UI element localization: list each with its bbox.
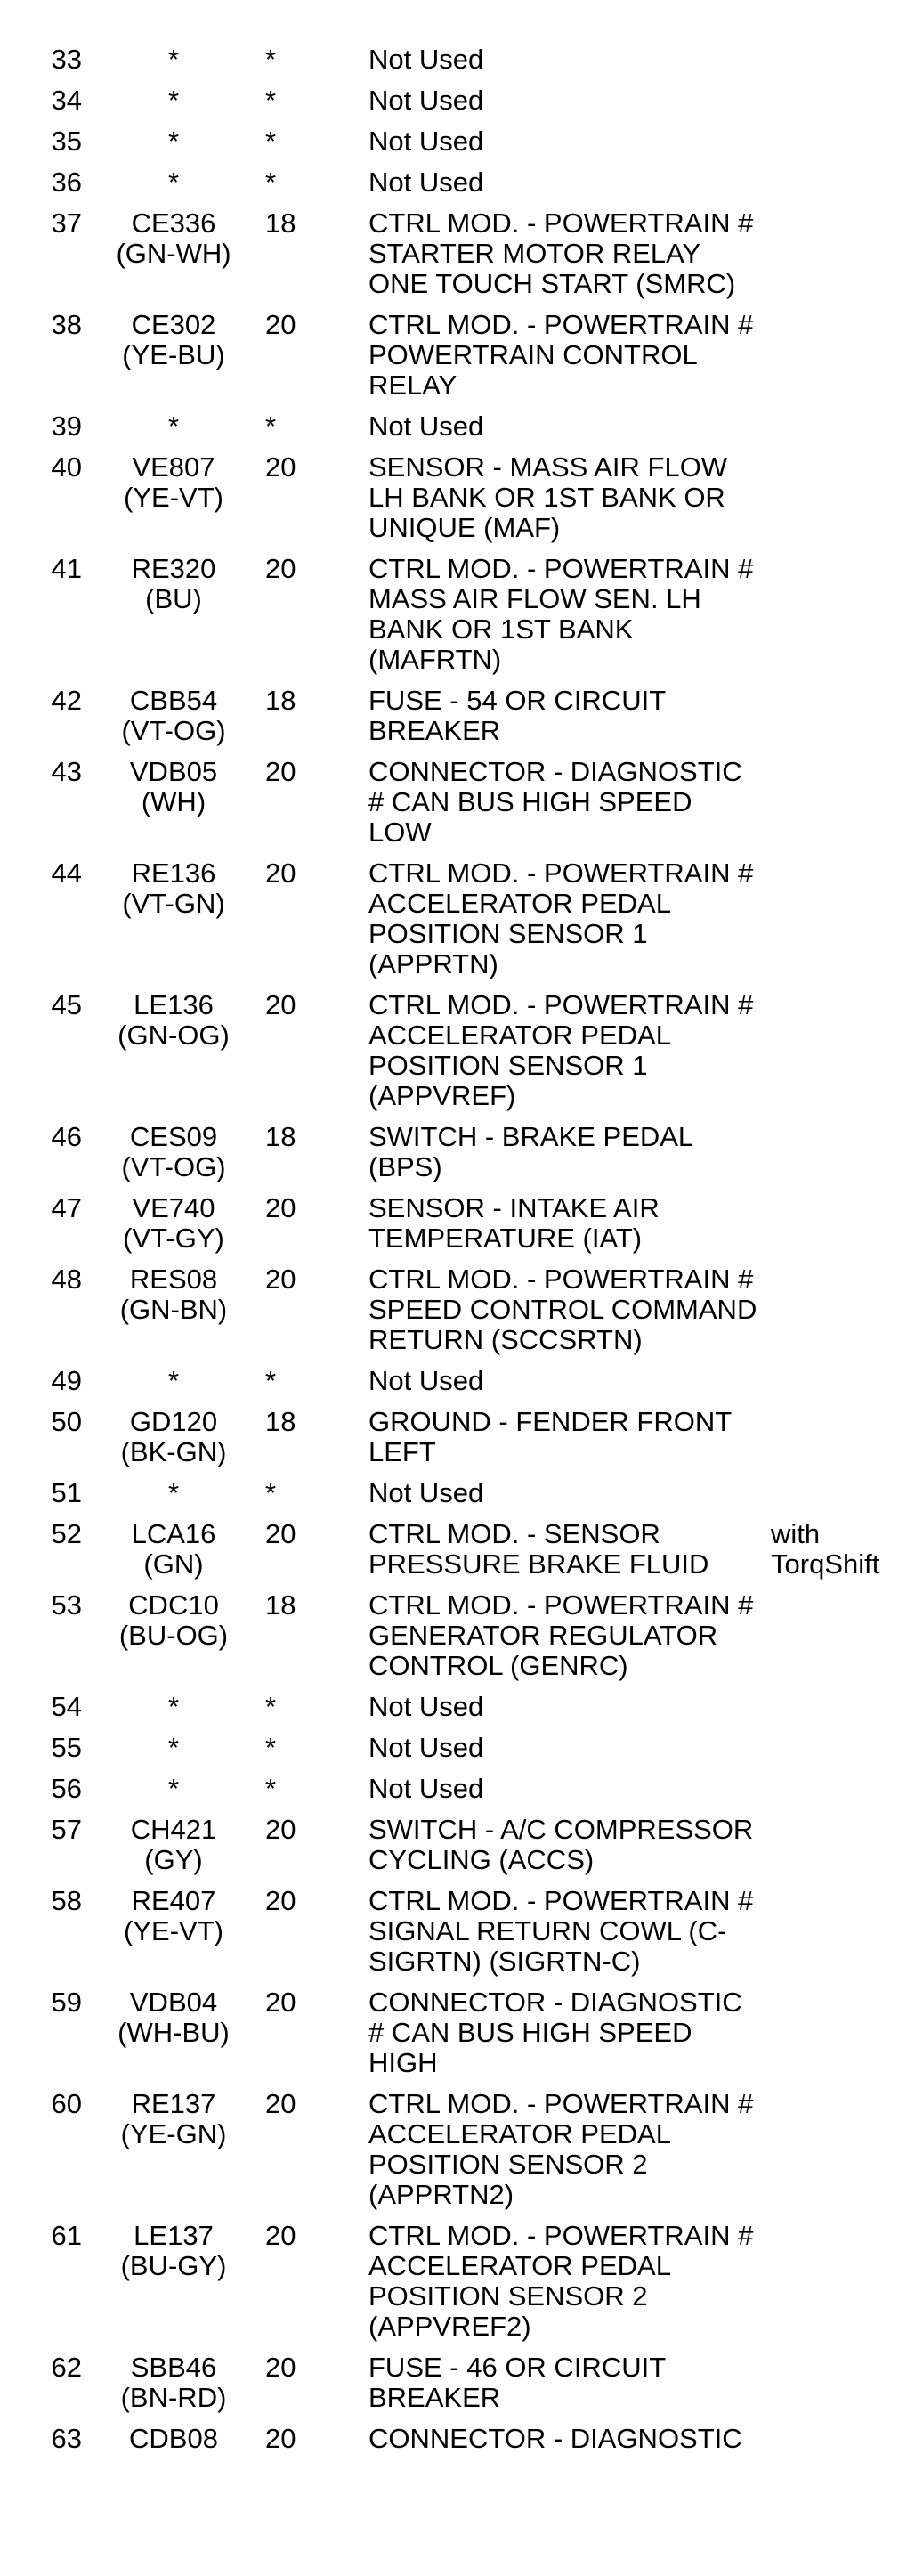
circuit-id: * [167,1732,180,1763]
circuit-description: Not Used [368,1477,484,1508]
circuit-id: VDB05 [129,756,218,787]
wire-gauge: 20 [265,2088,296,2119]
circuit-cell [82,858,265,919]
wire-gauge: * [265,1365,277,1396]
table-row [37,310,892,401]
table-row [37,1987,892,2078]
pin-number: 51 [51,1477,82,1508]
circuit-id: CES09 [129,1121,218,1152]
circuit-description: CTRL MOD. - POWERTRAIN # SIGNAL RETURN COWL (C- SIGRTN) (SIGRTN-C) [368,1885,754,1977]
table-row [37,554,892,675]
wire-color: (YE-BU) [122,339,225,370]
circuit-id: RE407 [131,1885,216,1916]
table-row [37,1692,892,1722]
pin-number: 50 [51,1406,82,1437]
wire-color: (BU) [145,583,202,614]
circuit-description: Not Used [368,1691,484,1722]
circuit-description: CTRL MOD. - POWERTRAIN # STARTER MOTOR RELAY ONE TOUCH START (SMRC) [368,207,754,299]
circuit-description: Not Used [368,410,484,442]
pin-number: 58 [51,1885,82,1916]
wire-color: (GN-BN) [119,1294,228,1325]
pin-number: 46 [51,1121,82,1152]
wire-gauge: * [265,1732,277,1763]
circuit-description: Not Used [368,1773,484,1804]
circuit-note: with TorqShift [771,1518,880,1580]
table-row [37,1590,892,1681]
circuit-cell [82,1264,265,1325]
pin-number: 48 [51,1264,82,1295]
wire-gauge: * [265,126,277,157]
pin-number: 45 [51,989,82,1020]
circuit-id: VE740 [132,1192,215,1223]
circuit-cell [82,1987,265,2048]
pin-table [37,45,892,2465]
circuit-id: CH421 [130,1814,217,1845]
circuit-cell [82,1886,265,1946]
circuit-id: SBB46 [130,2352,217,2383]
wire-color: (YE-VT) [124,1915,223,1946]
table-row [37,686,892,746]
table-row [37,1122,892,1182]
circuit-description: GROUND - FENDER FRONT LEFT [368,1406,733,1467]
wire-color: (GN-WH) [116,238,231,269]
circuit-cell [82,1692,265,1722]
table-row [37,1478,892,1508]
pin-number: 40 [51,451,82,483]
wire-gauge: 18 [265,1589,296,1621]
pin-number: 60 [51,2088,82,2119]
pin-number: 56 [51,1773,82,1804]
circuit-cell [82,1815,265,1875]
wire-color: (BU-OG) [118,1620,229,1651]
table-row [37,2353,892,2413]
wire-color: (VT-GN) [122,888,225,919]
circuit-id: RES08 [129,1264,218,1295]
table-row [37,85,892,116]
table-row [37,1264,892,1355]
wire-gauge: * [265,410,277,442]
circuit-id: * [167,1691,180,1722]
wire-color: (GN) [143,1548,204,1580]
pin-number: 41 [51,553,82,584]
table-row [37,1366,892,1396]
table-row [37,1519,892,1580]
table-row [37,208,892,299]
wire-gauge: 20 [265,309,296,340]
circuit-description: Not Used [368,1365,484,1396]
wire-gauge: 20 [265,2220,296,2251]
wire-gauge: 18 [265,1121,296,1152]
circuit-cell [82,208,265,269]
circuit-id: LCA16 [131,1518,216,1549]
circuit-description: FUSE - 46 OR CIRCUIT BREAKER [368,2352,667,2413]
wire-gauge: 20 [265,553,296,584]
circuit-id: * [167,167,180,198]
table-row [37,1733,892,1763]
circuit-description: SWITCH - A/C COMPRESSOR CYCLING (ACCS) [368,1814,754,1875]
wire-gauge: * [265,1691,277,1722]
circuit-cell [82,990,265,1051]
pin-number: 39 [51,410,82,442]
wire-gauge: * [265,44,277,75]
circuit-cell [82,2089,265,2149]
circuit-id: RE136 [131,857,216,889]
pin-number: 42 [51,685,82,716]
wire-gauge: 20 [265,1814,296,1845]
pin-number: 44 [51,857,82,889]
circuit-cell [82,757,265,817]
wire-color: (BU-GY) [120,2250,227,2281]
pin-number: 34 [51,85,82,116]
wire-color: (VT-OG) [121,715,226,746]
circuit-id: LE136 [134,989,214,1020]
table-row [37,1886,892,1977]
circuit-id: RE137 [131,2088,216,2119]
circuit-cell [82,1774,265,1804]
wire-gauge: 18 [265,1406,296,1437]
circuit-id: CDB08 [129,2423,218,2454]
pin-number: 43 [51,756,82,787]
circuit-cell [82,1122,265,1182]
wire-color: (VT-GY) [123,1223,224,1254]
wire-color: (GY) [144,1844,203,1875]
pin-number: 59 [51,1987,82,2018]
table-row [37,1774,892,1804]
circuit-cell [82,85,265,116]
wire-color: (YE-GN) [120,2118,227,2149]
table-row [37,1193,892,1254]
table-row [37,167,892,198]
circuit-cell [82,1407,265,1467]
circuit-cell [82,1590,265,1651]
circuit-description: Not Used [368,85,484,116]
circuit-description: SENSOR - INTAKE AIR TEMPERATURE (IAT) [368,1192,660,1254]
table-row [37,1407,892,1467]
circuit-cell [82,1366,265,1396]
wire-gauge: 20 [265,1987,296,2018]
table-row [37,2221,892,2342]
pin-number: 57 [51,1814,82,1845]
circuit-description: CTRL MOD. - POWERTRAIN # ACCELERATOR PEDAL POSITION SENSOR 2 (APPRTN2) [368,2088,754,2210]
wire-color: (VT-OG) [121,1151,226,1182]
wire-gauge: 20 [265,857,296,889]
pin-number: 35 [51,126,82,157]
pin-number: 62 [51,2352,82,2383]
circuit-description: SWITCH - BRAKE PEDAL (BPS) [368,1121,694,1182]
circuit-cell [82,45,265,75]
wire-color: (BN-RD) [120,2382,227,2413]
circuit-id: * [167,410,180,442]
wire-color: (WH) [141,786,206,817]
circuit-id: * [167,1365,180,1396]
wire-gauge: * [265,1477,277,1508]
wire-gauge: 18 [265,685,296,716]
circuit-description: CTRL MOD. - POWERTRAIN # GENERATOR REGULATOR CONTROL (GENRC) [368,1589,754,1681]
circuit-cell [82,686,265,746]
table-row [37,1815,892,1875]
circuit-cell [82,1193,265,1254]
circuit-description: Not Used [368,126,484,157]
circuit-id: LE137 [134,2220,214,2251]
circuit-id: * [167,126,180,157]
wire-gauge: 20 [265,756,296,787]
table-row [37,2089,892,2210]
circuit-id: CBB54 [129,685,218,716]
circuit-id: * [167,1477,180,1508]
circuit-cell [82,2221,265,2281]
circuit-cell [82,310,265,370]
circuit-description: CONNECTOR - DIAGNOSTIC [368,2423,742,2454]
wire-gauge: 20 [265,1192,296,1223]
wire-gauge: 20 [265,989,296,1020]
wire-gauge: * [265,1773,277,1804]
circuit-id: CE302 [131,309,216,340]
circuit-id: * [167,85,180,116]
pin-number: 38 [51,309,82,340]
pin-number: 36 [51,167,82,198]
pin-number: 61 [51,2220,82,2251]
circuit-id: RE320 [131,553,216,584]
table-row [37,757,892,848]
table-row [37,452,892,543]
table-row [37,411,892,442]
wire-gauge: 20 [265,1885,296,1916]
circuit-id: VE807 [132,451,215,483]
circuit-id: VDB04 [129,1987,218,2018]
circuit-description: CTRL MOD. - POWERTRAIN # SPEED CONTROL COMMAND RETURN (SCCSRTN) [368,1264,757,1355]
pin-number: 33 [51,44,82,75]
wire-color: (YE-VT) [124,482,223,513]
circuit-cell [82,411,265,442]
wire-gauge: 20 [265,451,296,483]
circuit-description: Not Used [368,44,484,75]
circuit-cell [82,126,265,157]
circuit-cell [82,1478,265,1508]
circuit-description: CTRL MOD. - POWERTRAIN # MASS AIR FLOW SEN. LH BANK OR 1ST BANK (MAFRTN) [368,553,754,675]
circuit-cell [82,2353,265,2413]
pin-number: 53 [51,1589,82,1621]
circuit-description: CONNECTOR - DIAGNOSTIC # CAN BUS HIGH SPEED LOW [368,756,742,848]
pin-number: 47 [51,1192,82,1223]
circuit-cell [82,554,265,614]
table-row [37,858,892,979]
circuit-cell [82,2424,265,2454]
pin-number: 55 [51,1732,82,1763]
circuit-id: CDC10 [128,1589,219,1621]
circuit-description: CTRL MOD. - POWERTRAIN # ACCELERATOR PEDAL POSITION SENSOR 1 (APPVREF) [368,989,754,1111]
circuit-description: Not Used [368,1732,484,1763]
wire-gauge: 20 [265,2423,296,2454]
wire-gauge: 18 [265,207,296,239]
wire-gauge: * [265,167,277,198]
table-row [37,126,892,157]
wire-gauge: 20 [265,1518,296,1549]
wire-color: (BK-GN) [120,1436,227,1467]
circuit-description: FUSE - 54 OR CIRCUIT BREAKER [368,685,667,746]
pin-number: 54 [51,1691,82,1722]
circuit-description: SENSOR - MASS AIR FLOW LH BANK OR 1ST BANK OR UNIQUE (MAF) [368,451,728,543]
circuit-cell [82,1733,265,1763]
circuit-id: GD120 [129,1406,218,1437]
circuit-cell [82,1519,265,1580]
wire-color: (GN-OG) [117,1020,230,1051]
circuit-description: CTRL MOD. - POWERTRAIN # ACCELERATOR PEDAL POSITION SENSOR 2 (APPVREF2) [368,2220,754,2342]
wire-color: (WH-BU) [117,2017,230,2048]
circuit-description: CTRL MOD. - SENSOR PRESSURE BRAKE FLUID [368,1518,709,1580]
pin-number: 37 [51,207,82,239]
circuit-description: CONNECTOR - DIAGNOSTIC # CAN BUS HIGH SPEED HIGH [368,1987,742,2078]
table-row [37,45,892,75]
pin-number: 49 [51,1365,82,1396]
circuit-id: * [167,44,180,75]
pin-number: 63 [51,2423,82,2454]
wire-gauge: 20 [265,2352,296,2383]
circuit-id: * [167,1773,180,1804]
circuit-description: CTRL MOD. - POWERTRAIN # ACCELERATOR PEDAL POSITION SENSOR 1 (APPRTN) [368,857,754,979]
table-row [37,990,892,1111]
circuit-cell [82,452,265,513]
wire-gauge: 20 [265,1264,296,1295]
circuit-description: Not Used [368,167,484,198]
circuit-id: CE336 [131,207,216,239]
circuit-cell [82,167,265,198]
circuit-description: CTRL MOD. - POWERTRAIN # POWERTRAIN CONTROL RELAY [368,309,754,401]
table-row [37,2424,892,2454]
pin-number: 52 [51,1518,82,1549]
wire-gauge: * [265,85,277,116]
